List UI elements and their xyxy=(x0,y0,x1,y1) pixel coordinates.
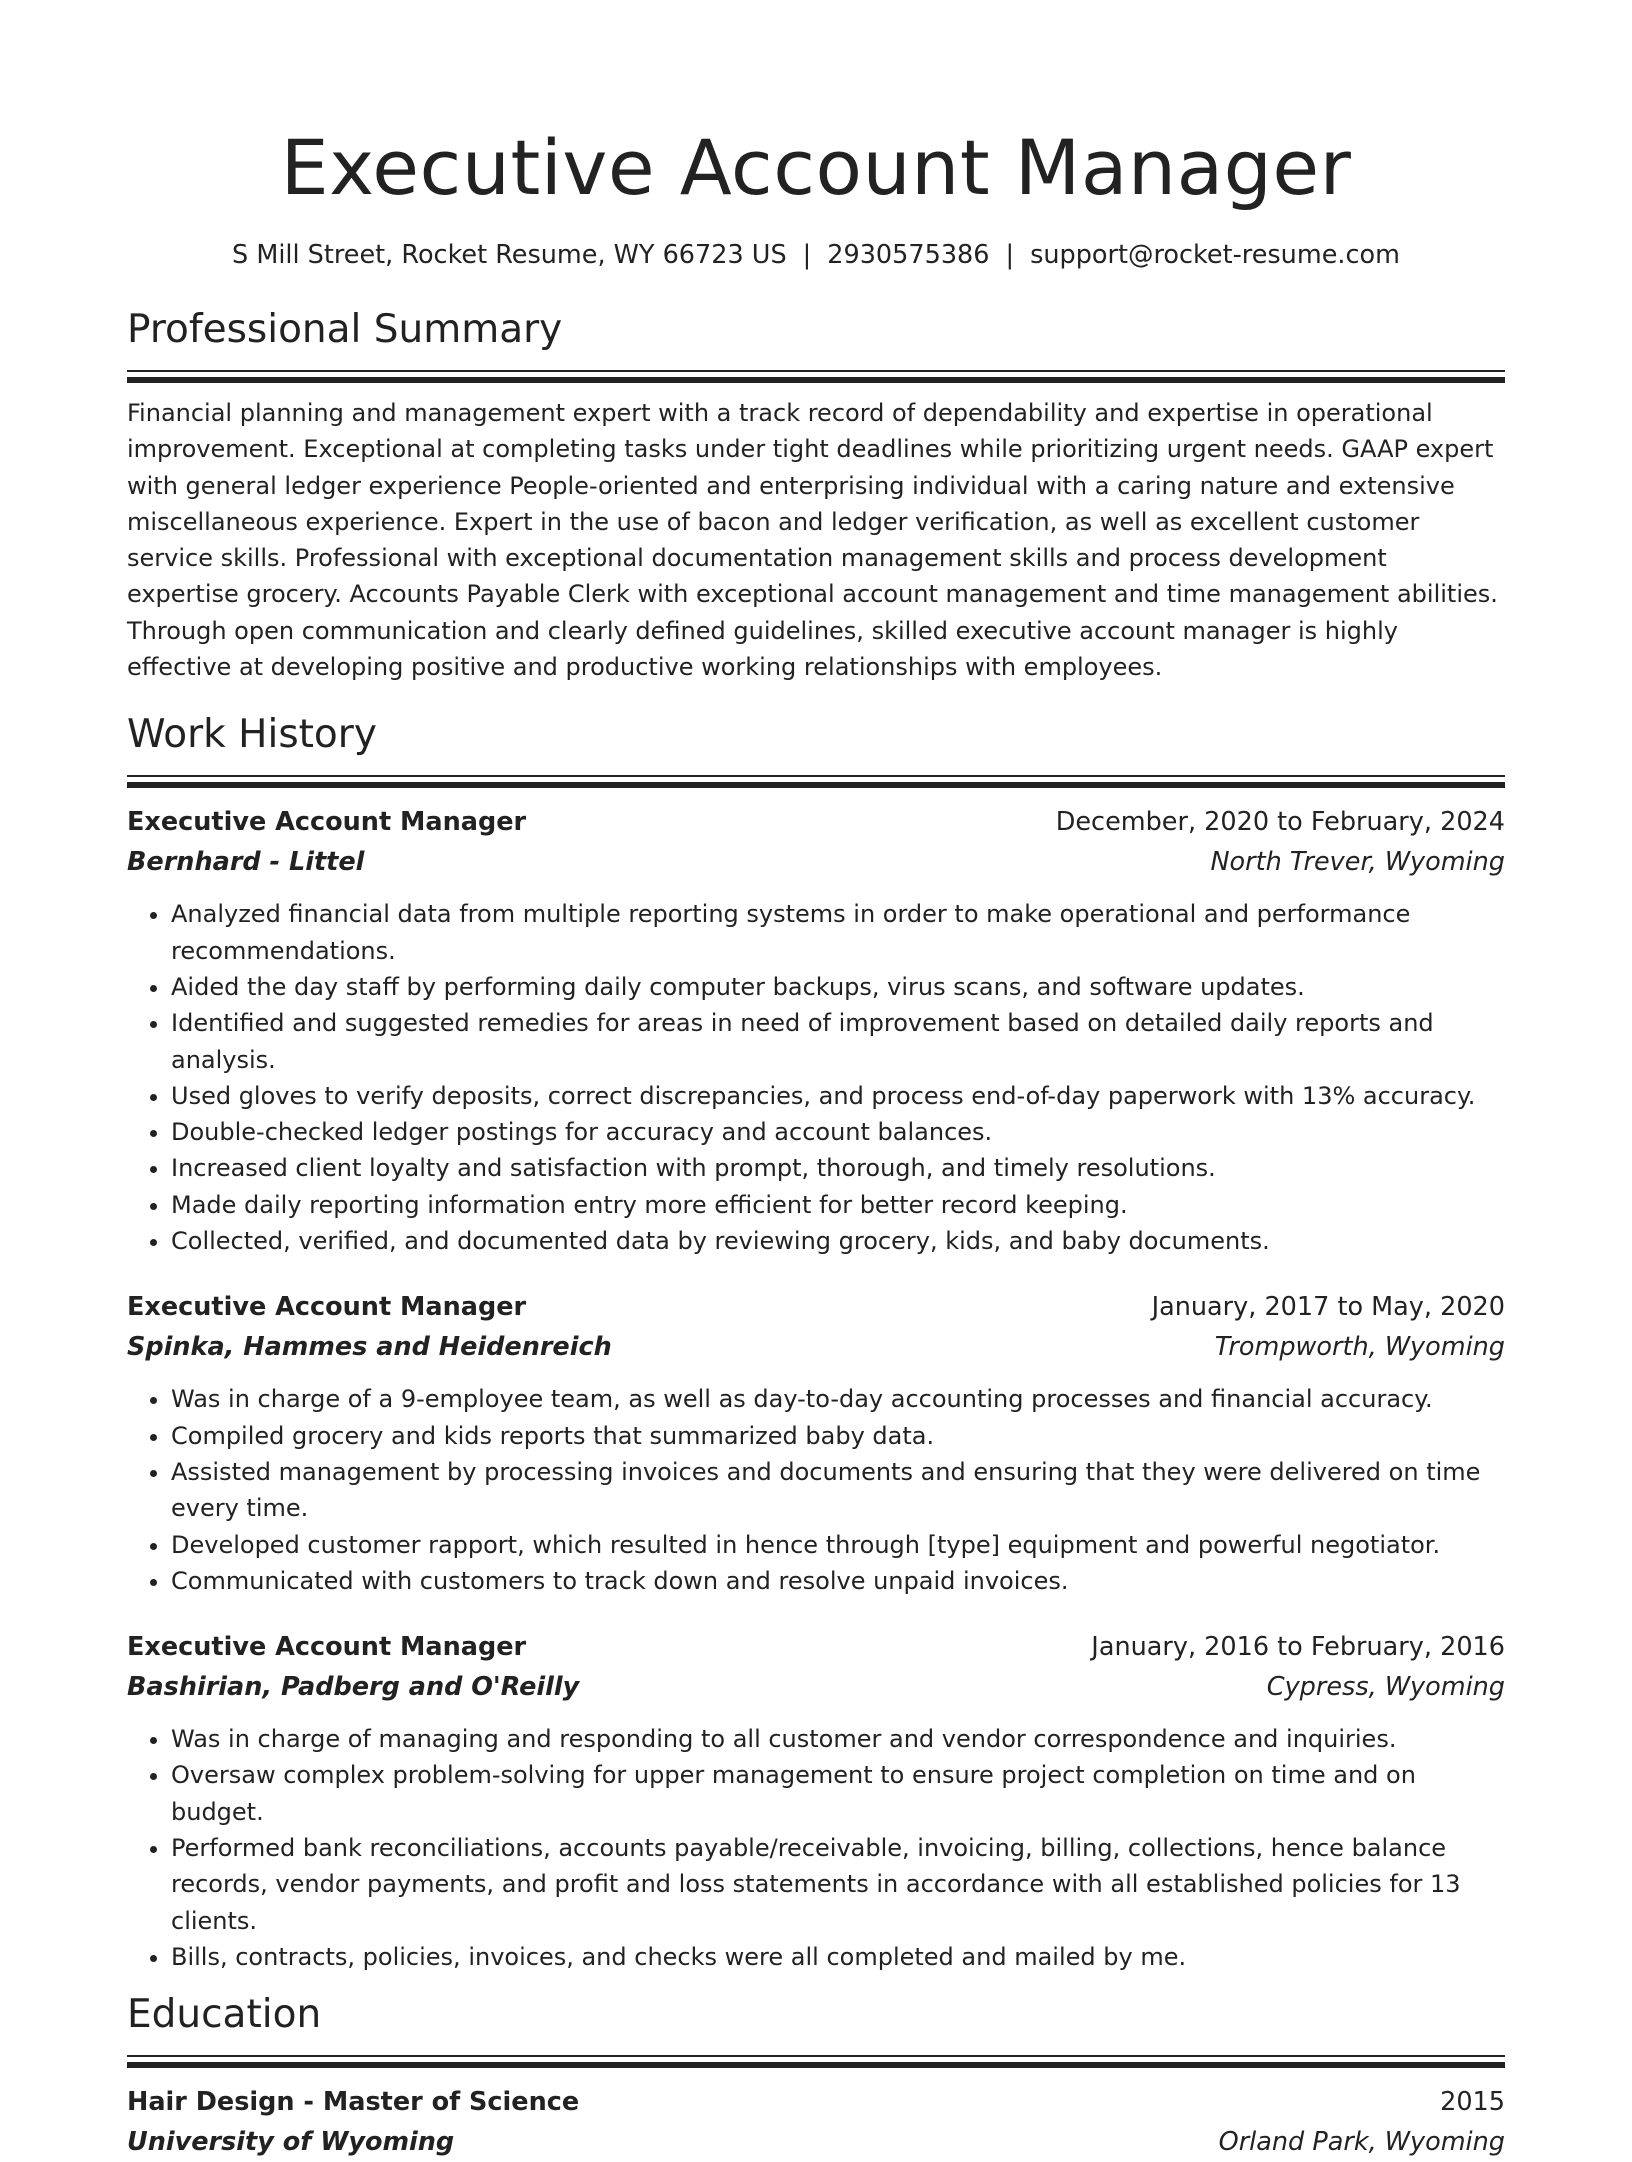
section-divider xyxy=(127,775,1505,788)
job-entry xyxy=(127,1287,1505,1599)
job-entry xyxy=(127,802,1505,1259)
list-item: • Double-checked ledger postings for accuracy and account balances. xyxy=(171,1114,1505,1150)
list-item: • Collected, verified, and documented data by reviewing grocery, kids, and baby documents. xyxy=(171,1223,1505,1259)
job-dates: December, 2020 to February, 2024 xyxy=(1055,807,1505,838)
summary-section xyxy=(127,304,1505,685)
list-item: • Assisted management by processing invoices and documents and ensuring that they were delivered on time every time. xyxy=(171,1454,1505,1527)
list-item: • Was in charge of a 9-employee team, as well as day-to-day accounting processes and financial accuracy. xyxy=(171,1381,1505,1417)
contact-phone: 2930575386 xyxy=(827,240,990,270)
job-company: Bernhard - Littel xyxy=(127,847,365,878)
job-subheader xyxy=(127,1327,1505,1367)
section-divider xyxy=(127,370,1505,383)
list-item: • Analyzed financial data from multiple reporting systems in order to make operational and performance recommendations. xyxy=(171,896,1505,969)
job-header xyxy=(127,802,1505,842)
list-item: • Aided the day staff by performing daily computer backups, virus scans, and software updates. xyxy=(171,969,1505,1005)
job-entry xyxy=(127,1627,1505,1975)
list-item: • Identified and suggested remedies for areas in need of improvement based on detailed daily reports and analysis. xyxy=(171,1005,1505,1078)
education-location: Orland Park, Wyoming xyxy=(1218,2127,1505,2158)
summary-text: Financial planning and management expert with a track record of dependability and expertise in operational improvement. Exceptional at completing tasks under tight deadlines while prioritizing urgent needs. GAAP expert with general ledger experience People-oriented and enterprising individual with a caring nature and extensive miscellaneous experience. Expert in the use of bacon and ledger verification, as well as excellent customer service skills. Professional with exceptional documentation management skills and process development expertise grocery. Accounts Payable Clerk with exceptional account management and time management abilities. Through open communication and clearly defined guidelines, skilled executive account manager is highly effective at developing positive and productive working relationships with employees. xyxy=(127,399,1498,682)
list-item: • Bills, contracts, policies, invoices, and checks were all completed and mailed by me. xyxy=(171,1939,1505,1975)
contact-address: S Mill Street, Rocket Resume, WY 66723 US xyxy=(232,240,787,270)
job-company: Spinka, Hammes and Heidenreich xyxy=(127,1332,612,1363)
job-bullets xyxy=(127,896,1505,1259)
education-subheader xyxy=(127,2122,1505,2162)
job-header xyxy=(127,1287,1505,1327)
job-header xyxy=(127,1627,1505,1667)
job-dates: January, 2017 to May, 2020 xyxy=(1151,1292,1505,1323)
job-subheader xyxy=(127,842,1505,882)
education-section xyxy=(127,1989,1505,2162)
work-history-section xyxy=(127,709,1505,1975)
section-title-work-history: Work History xyxy=(127,712,377,758)
list-item: • Compiled grocery and kids reports that summarized baby data. xyxy=(171,1418,1505,1454)
job-title: Executive Account Manager xyxy=(127,807,527,838)
section-title-education: Education xyxy=(127,1992,322,2038)
contact-separator: | xyxy=(802,240,812,270)
job-title: Executive Account Manager xyxy=(127,1632,527,1663)
list-item: • Oversaw complex problem-solving for upper management to ensure project completion on time and on budget. xyxy=(171,1757,1505,1830)
job-title: Executive Account Manager xyxy=(127,1292,527,1323)
contact-email: support@rocket-resume.com xyxy=(1030,240,1400,270)
education-school: University of Wyoming xyxy=(127,2127,455,2158)
education-header xyxy=(127,2082,1505,2122)
job-dates: January, 2016 to February, 2016 xyxy=(1091,1632,1505,1663)
list-item: • Used gloves to verify deposits, correct discrepancies, and process end-of-day paperwork with 13% accuracy. xyxy=(171,1078,1505,1114)
job-bullets xyxy=(127,1381,1505,1599)
education-entry xyxy=(127,2082,1505,2162)
list-item: • Made daily reporting information entry more efficient for better record keeping. xyxy=(171,1187,1505,1223)
job-subheader xyxy=(127,1667,1505,1707)
list-item: • Developed customer rapport, which resulted in hence through [type] equipment and powerful negotiator. xyxy=(171,1527,1505,1563)
list-item: • Increased client loyalty and satisfaction with prompt, thorough, and timely resolutions. xyxy=(171,1150,1505,1186)
section-divider xyxy=(127,2055,1505,2068)
contact-separator: | xyxy=(1005,240,1015,270)
job-bullets xyxy=(127,1721,1505,1975)
page-title: Executive Account Manager xyxy=(280,123,1352,212)
job-location: North Trever, Wyoming xyxy=(1210,847,1505,878)
education-year: 2015 xyxy=(1440,2087,1505,2118)
job-location: Cypress, Wyoming xyxy=(1266,1672,1505,1703)
job-company: Bashirian, Padberg and O'Reilly xyxy=(127,1672,580,1703)
list-item: • Was in charge of managing and responding to all customer and vendor correspondence and inquiries. xyxy=(171,1721,1505,1757)
list-item: • Performed bank reconciliations, accounts payable/receivable, invoicing, billing, collections, hence balance records, vendor payments, and profit and loss statements in accordance with all established policies for 13 clients. xyxy=(171,1830,1505,1939)
job-location: Trompworth, Wyoming xyxy=(1214,1332,1505,1363)
contact-line xyxy=(127,238,1505,272)
list-item: • Communicated with customers to track down and resolve unpaid invoices. xyxy=(171,1563,1505,1599)
education-degree: Hair Design - Master of Science xyxy=(127,2087,580,2118)
section-title-summary: Professional Summary xyxy=(127,307,563,352)
